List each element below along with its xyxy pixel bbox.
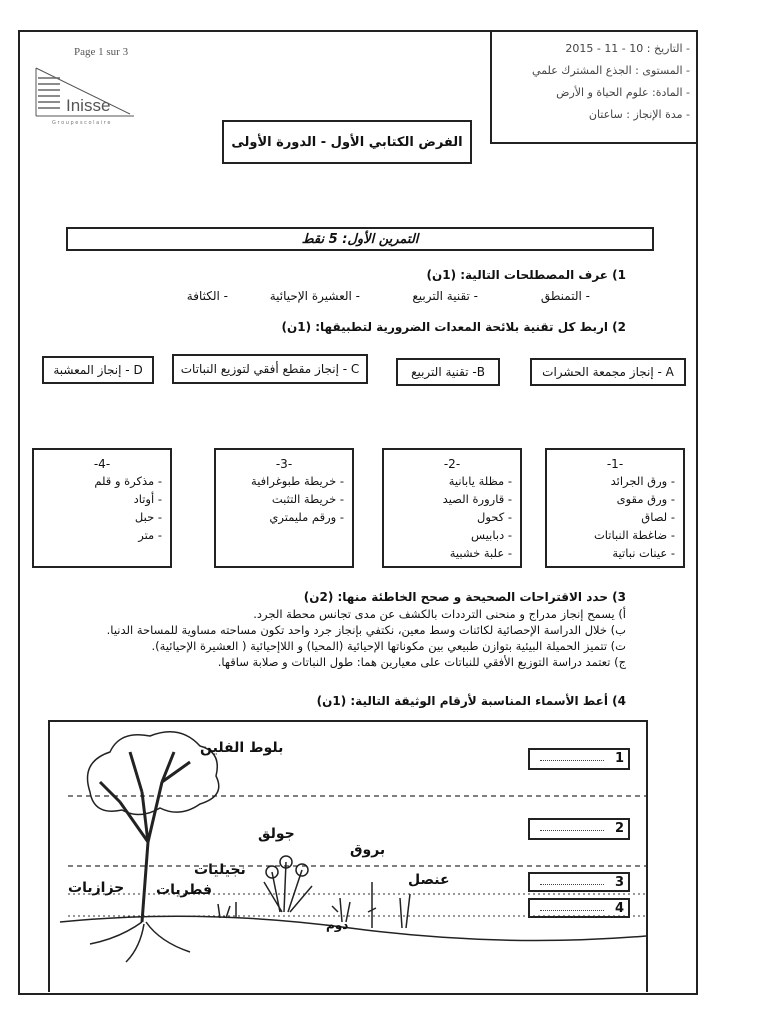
number-box-1: 1 [528,748,630,770]
page-label: Page 1 sur 3 [74,46,129,58]
question-1-label: 1) عرف المصطلحات التالية: (1ن) [426,268,626,282]
question-3-label: 3) حدد الاقتراحات الصحيحة و صحح الخاطئة منها: (2ن) [303,590,626,604]
technique-d: D - إنجاز المعشبة [42,356,154,384]
list-item: - ورقم مليمتري [269,510,344,524]
exam-title-box [222,120,472,164]
list-item: - لصاق [641,510,675,524]
term-4: - الكثافة [186,289,228,303]
list-item: - قارورة الصيد [442,492,512,506]
list-item: - ورق مقوى [616,492,675,506]
list-number: -3- [275,457,293,471]
list-number: -1- [606,457,624,471]
exercise-title-box [66,227,654,251]
list-item: - حبل [134,510,162,524]
term-1: - التمنطق [540,289,590,303]
vegetation-figure [48,720,648,992]
statement-a: أ) يسمح إنجاز مدراج و منحنى الترددات بالكشف عن مدى تجانس محطة الجرد. [253,607,626,621]
label-mosses: حزازيات [68,880,125,896]
list-item: - علبة خشبية [449,546,512,560]
question-2-label: 2) اربط كل تقنية بلائحة المعدات الضرورية لتطبيقها: (1ن) [281,320,626,334]
school-logo [30,64,142,130]
technique-c: C - إنجاز مقطع أفقي لتوزيع النباتات [172,354,368,384]
equipment-list-1 [545,448,685,568]
logo-subtext: G r o u p e s c o l a i r e [52,120,111,126]
exam-info-box [490,32,698,144]
level-line: - المستوى : الجذع المشترك علمي [532,64,690,77]
list-number: -2- [443,457,461,471]
statement-c: ت) تتميز الحميلة البيئية بتوازن طبيعي بين مكوناتها الإحيائية (المحيا) و اللاإحيائية ( العشيرة الإحيائية). [151,639,626,653]
logo-text: Inisse [66,96,111,115]
list-item: - أوتاد [133,492,162,506]
label-doum: دوم [326,918,349,932]
list-item: - خريطة طبوغرافية [251,474,344,488]
list-item: - كحول [477,510,512,524]
duration-line: - مدة الإنجاز : ساعتان [588,108,690,121]
date-line: - التاريخ : 10 - 11 - 2015 [565,42,690,55]
list-number: -4- [93,457,111,471]
number-box-2: 2 [528,818,630,840]
label-jouleq: جولق [258,826,295,842]
label-cork-oak: بلوط الفلين [200,740,284,756]
list-item: - عينات نباتية [612,546,675,560]
statement-d: ج) تعتمد دراسة التوزيع الأفقي للنباتات على معيارين هما: طول النباتات و صلابة ساقها. [217,655,626,669]
list-item: - متر [138,528,162,542]
term-3: - العشيرة الإحيائية [269,289,360,303]
technique-b: B- تقنية التربيع [396,358,500,386]
equipment-list-3 [214,448,354,568]
label-barouq: بروق [350,842,386,858]
list-item: - مظلة يابانية [448,474,512,488]
list-item: - دبابيس [471,528,512,542]
label-grasses: نجيليات [194,862,246,878]
number-box-4: 4 [528,898,630,918]
number-box-3: 3 [528,872,630,892]
statement-b: ب) خلال الدراسة الإحصائية لكائنات وسط معين، نكتفي بإنجاز جرد واحد تكون مساحته مساوية للمساحة الدنيا. [106,623,626,637]
list-item: - مذكرة و قلم [94,474,162,488]
list-item: - ضاغطة النباتات [593,528,675,542]
list-item: - ورق الجرائد [610,474,675,488]
term-2: - تقنية التربيع [412,289,478,303]
exercise-title: التمرين الأول: 5 نقط [301,231,419,247]
list-item: - خريطة التثبت [271,492,344,506]
label-ansal: عنصل [408,872,450,888]
label-fungi: فطريات [156,882,213,898]
subject-line: - المادة: علوم الحياة و الأرض [556,86,690,99]
equipment-list-4 [32,448,172,568]
exam-title: الفرض الكتابي الأول - الدورة الأولى [231,134,463,150]
question-4-label: 4) أعط الأسماء المناسبة لأرقام الوثيقة التالية: (1ن) [316,694,626,708]
question-3-items [26,606,626,670]
technique-a: A - إنجاز مجمعة الحشرات [530,358,686,386]
equipment-list-2 [382,448,522,568]
